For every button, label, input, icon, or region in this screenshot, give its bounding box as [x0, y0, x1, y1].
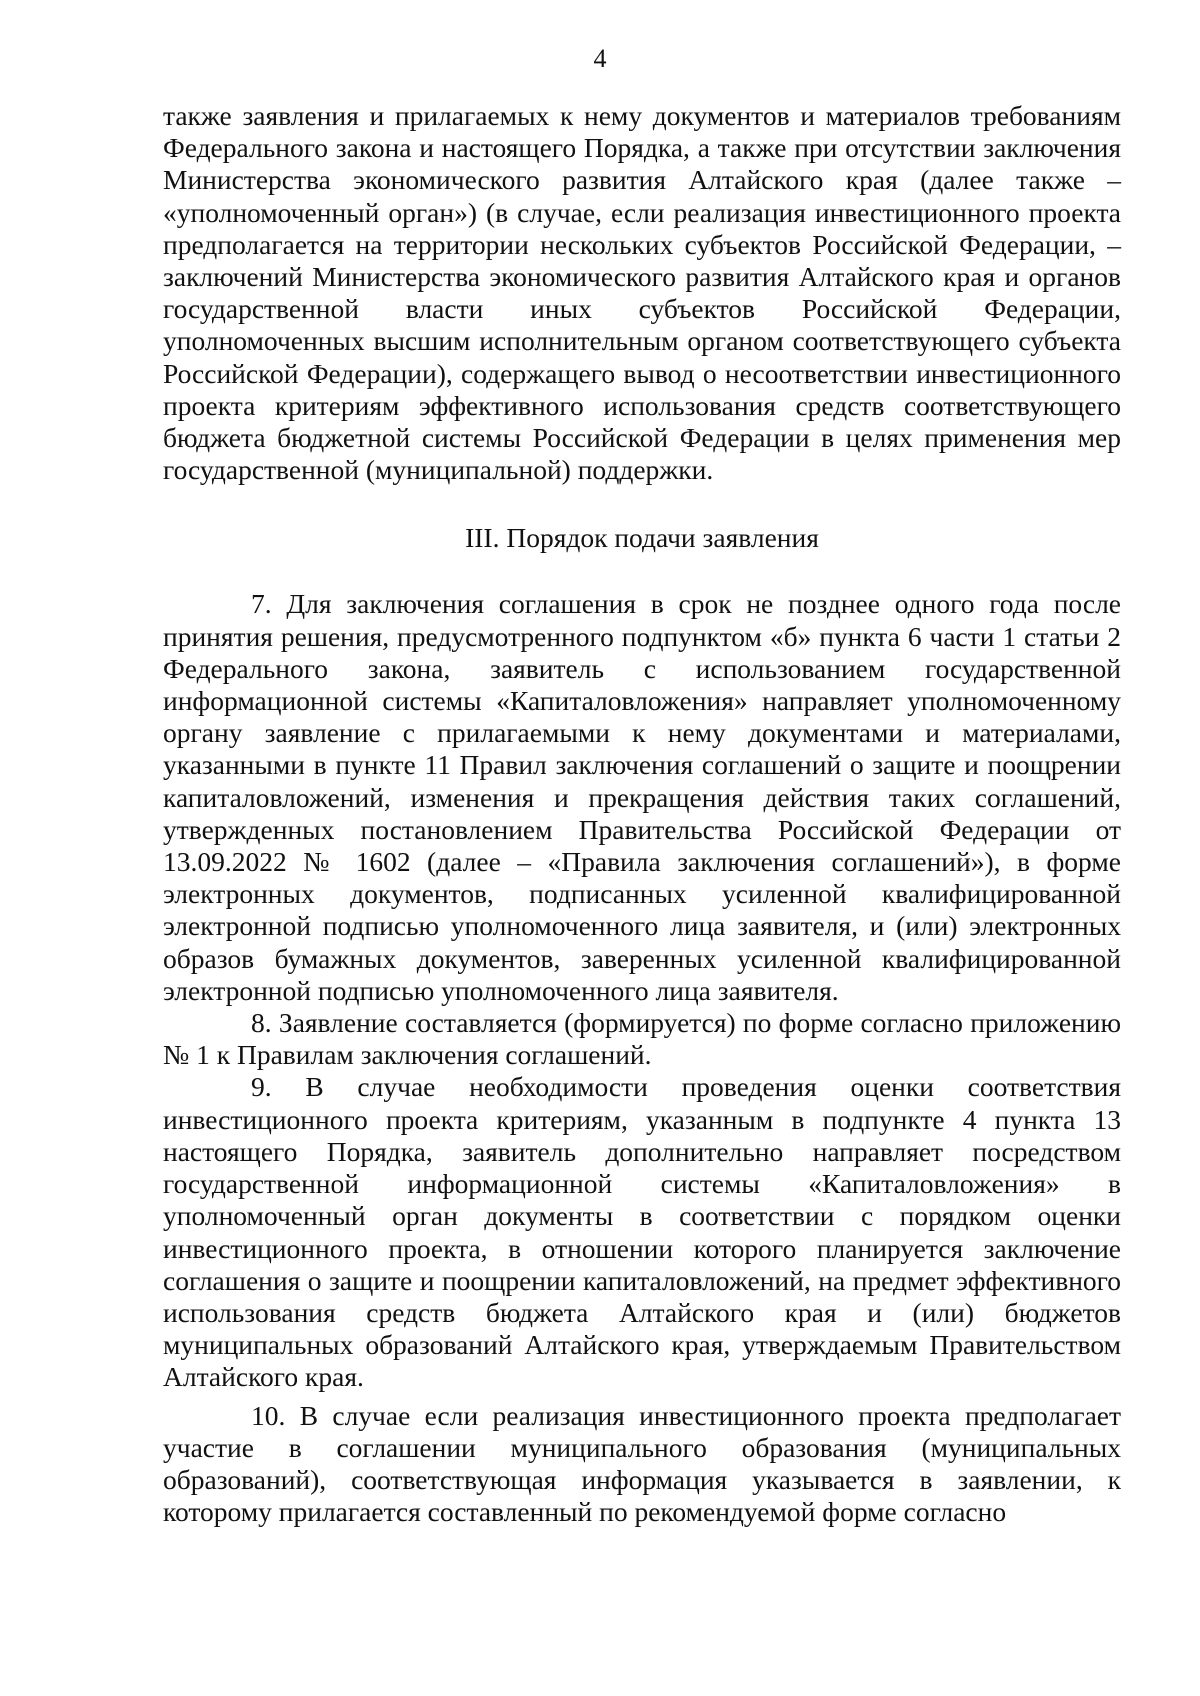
paragraph-10: 10. В случае если реализация инвестиционного проекта предполагает участие в соглашении муниципального образования (муниципальных образований), соответствующая информация указывается в заявлении, к которому прилагается составленный по рекомендуемой форме согласно	[163, 1399, 1121, 1528]
paragraph-9: 9. В случае необходимости проведения оценки соответствия инвестиционного проекта критериям, указанным в подпункте 4 пункта 13 настоящего Порядка, заявитель дополнительно направляет посредством государственной информационной системы «Капиталовложения» в уполномоченный орган документы в соответствии с порядком оценки инвестиционного проекта, в отношении которого планируется заключение соглашения о защите и поощрении капиталовложений, на предмет эффективного использования средств бюджета Алтайского края и (или) бюджетов муниципальных образований Алтайского края, утверждаемым Правительством Алтайского края.	[163, 1071, 1121, 1393]
paragraph-8: 8. Заявление составляется (формируется) по форме согласно приложению № 1 к Правилам заключения соглашений.	[163, 1007, 1121, 1071]
document-body	[163, 100, 1121, 1528]
continuation-paragraph: также заявления и прилагаемых к нему документов и материалов требованиям Федерального закона и настоящего Порядка, а также при отсутствии заключения Министерства экономического развития Алтайского края (далее также – «уполномоченный орган») (в случае, если реализация инвестиционного проекта предполагается на территории нескольких субъектов Российской Федерации, – заключений Министерства экономического развития Алтайского края и органов государственной власти иных субъектов Российской Федерации, уполномоченных высшим исполнительным органом соответствующего субъекта Российской Федерации), содержащего вывод о несоответствии инвестиционного проекта критериям эффективного использования средств соответствующего бюджета бюджетной системы Российской Федерации в целях применения мер государственной (муниципальной) поддержки.	[163, 100, 1121, 486]
page-number: 4	[593, 44, 607, 73]
paragraph-7: 7. Для заключения соглашения в срок не позднее одного года после принятия решения, предусмотренного подпунктом «б» пункта 6 части 1 статьи 2 Федерального закона, заявитель с использованием государственной информационной системы «Капиталовложения» направляет уполномоченному органу заявление с прилагаемыми к нему документами и материалами, указанными в пункте 11 Правил заключения соглашений о защите и поощрении капиталовложений, изменения и прекращения действия таких соглашений, утвержденных постановлением Правительства Российской Федерации от 13.09.2022 № 1602 (далее – «Правила заключения соглашений»), в форме электронных документов, подписанных усиленной квалифицированной электронной подписью уполномоченного лица заявителя, и (или) электронных образов бумажных документов, заверенных усиленной квалифицированной электронной подписью уполномоченного лица заявителя.	[163, 588, 1121, 1006]
section-heading: III. Порядок подачи заявления	[465, 522, 819, 554]
